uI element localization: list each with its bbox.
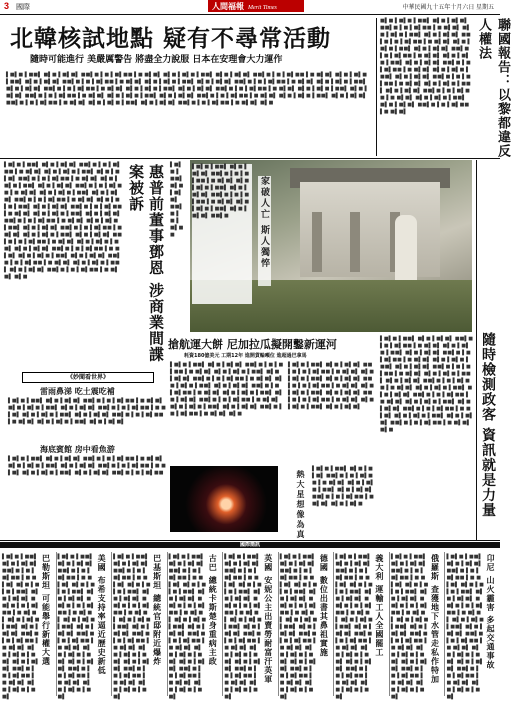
- brief-divider: [56, 552, 57, 696]
- briefs-banner: [0, 542, 500, 548]
- brief-body: ▌■▌■ ▌■■▌ ■▌■ ▌■▌■▌ ■■▌■ ▌■ ▌■▌■■ ▌■ ■▌■▌ ■▌■ ▌■▌■ ▌■■▌ ■▌■ ▌■▌■▌ ■■▌■ ▌■ ▌■▌■■ ▌■ ■▌■▌ ■▌■ ▌■▌■ ▌■■▌ ■▌■ ▌■▌■▌ ■■▌■ ▌■ ▌■▌■■ ▌■ ■▌■▌ ■▌■ ▌■▌■ ▌■■▌ ■▌■ ▌■▌■▌ ■■▌■ ▌■ ▌■▌■■ ▌■ ■▌■▌ ■▌■ ▌■▌■ ▌■■▌: [335, 554, 373, 700]
- photo-person: [395, 215, 417, 285]
- page-header: [0, 0, 500, 14]
- right-top-body: ■▌■ ▌■▌■ ▌■■▌ ■▌■ ▌■▌■▌ ■■▌■ ▌■ ▌■▌■■ ▌■ ■▌■▌ ■▌■ ▌■▌■ ▌■■▌ ■▌■ ▌■▌■▌ ■■▌■ ▌■ ▌■▌■■ ▌■ ■▌■▌ ■▌■ ▌■▌■ ▌■■▌ ■▌■ ▌■▌■▌ ■■▌■ ▌■ ▌■▌■■ ▌■ ■▌■▌ ■▌■ ▌■▌■ ▌■■▌ ■▌■ ▌■▌■▌ ■■▌■ ▌■ ▌■▌■■ ▌■ ■▌■▌ ■▌■ ▌■▌■ ▌■■▌ ■▌■ ▌■▌■▌ ■■▌■ ▌■ ▌■▌■■ ▌■ ■▌■▌ ■▌■ ▌■▌■ ▌■■▌ ■▌■ ▌■▌■▌ ■■▌■ ▌■ ▌■▌■■ ▌■ ■▌■▌ ■▌■ ▌■▌■ ▌■■▌ ■▌■ ▌■▌■▌ ■■▌■ ▌■ ▌■▌■■ ▌■ ■▌■▌: [380, 18, 472, 115]
- issue-date: 中華民國九十五年十月六日 星期五: [402, 5, 494, 11]
- logo-text: 人間福報: [212, 1, 244, 11]
- middle-body-right: ▌■▌■ ▌■■▌ ■▌■ ▌■▌■▌ ■■▌■ ▌■ ▌■▌■■ ▌■ ■▌■▌ ■▌■ ▌■▌■ ▌■■▌ ■▌■ ▌■▌■▌ ■■▌■ ▌■ ▌■▌■■ ▌■ ■▌■▌ ■▌■ ▌■▌■ ▌■■▌ ■▌■ ▌■▌■▌ ■■▌■ ▌■ ▌■▌■■ ▌■ ■▌■▌ ■▌■ ▌■▌■ ▌■■▌ ■▌■ ▌■▌■▌: [288, 362, 374, 410]
- column-tag: 《妙聞看世界》: [22, 372, 154, 383]
- brief-body: ▌■▌■ ▌■■▌ ■▌■ ▌■▌■▌ ■■▌■ ▌■ ▌■▌■■ ▌■ ■▌■▌ ■▌■ ▌■▌■ ▌■■▌ ■▌■ ▌■▌■▌ ■■▌■ ▌■ ▌■▌■■ ▌■ ■▌■▌ ■▌■ ▌■▌■ ▌■■▌ ■▌■ ▌■▌■▌ ■■▌■ ▌■ ▌■▌■■ ▌■ ■▌■▌ ■▌■ ▌■▌■ ▌■■▌ ■▌■ ▌■▌■▌ ■■▌■ ▌■ ▌■▌■■ ▌■ ■▌■▌ ■▌■ ▌■▌■ ▌■■▌: [168, 554, 207, 700]
- brief-title: 美國 布希支持率逼近歷史新低: [97, 554, 108, 675]
- column-divider: [376, 18, 377, 156]
- page-number: 3: [4, 1, 10, 11]
- science-caption: 熱大星想像為真: [296, 470, 306, 540]
- lead-body-text: ▌■▌■ ▌■■▌ ■▌■ ▌■▌■▌ ■■▌■ ▌■ ▌■▌■■ ▌■ ■▌■▌ ■▌■ ▌■▌■ ▌■■▌ ■▌■ ▌■▌■▌ ■■▌■ ▌■ ▌■▌■■ ▌■ ■▌■▌ ■▌■ ▌■▌■ ▌■■▌ ■▌■ ▌■▌■▌ ■■▌■ ▌■ ▌■▌■■ ▌■ ■▌■▌ ■▌■ ▌■▌■ ▌■■▌ ■▌■ ▌■▌■▌ ■■▌■ ▌■ ▌■▌■■ ▌■ ■▌■▌ ■▌■ ▌■▌■ ▌■■▌ ■▌■ ▌■▌■▌ ■■▌■ ▌■ ▌■▌■■ ▌■ ■▌■▌ ■▌■ ▌■▌■ ▌■■▌ ■▌■ ▌■▌■▌ ■■▌■ ▌■ ▌■▌■■ ▌■ ■▌■▌ ■▌■ ▌■▌■ ▌■■▌ ■▌■ ▌■▌■▌ ■■▌■ ▌■ ▌■▌■■ ▌■ ■▌■▌ ■▌■ ▌■▌■ ▌■■▌ ■▌■ ▌■▌■▌ ■■▌■ ▌■ ▌■▌■■ ▌■ ■▌■▌ ■▌■ ▌■▌■ ▌■■▌ ■▌■ ▌■▌■▌ ■■▌■ ▌■ ▌■▌■■ ▌■ ■▌■▌ ■▌■ ▌■▌■ ▌■■▌ ■▌■ ▌■▌■▌ ■■▌■ ▌■ ▌■▌■■ ▌■ ■▌■▌ ■▌■: [6, 72, 369, 106]
- lead-subhead: 隨時可能進行 美嚴厲警告 將盡全力說服 日本在安理會大力運作: [30, 55, 283, 65]
- left-feature-title: 惠普前董事鄧恩 涉商業間諜案被訴: [127, 164, 165, 363]
- brief-divider: [167, 552, 168, 696]
- brief-title: 巴基斯坦 總統官邸附近爆炸: [152, 554, 163, 666]
- brief-divider: [222, 552, 223, 696]
- lead-headline: 北韓核試地點 疑有不尋常活動: [10, 25, 332, 52]
- right-top-title: 聯國報告：以黎都違反人權法: [476, 18, 510, 158]
- header-rule: [0, 14, 500, 15]
- brief-title: 俄羅斯 查獲地下水管走私作特加: [430, 554, 441, 684]
- section-name: 國際: [16, 4, 30, 11]
- middle-headline: 搶航運大餅 尼加拉瓜擬開鑿新運河: [168, 338, 337, 351]
- section-rule: [0, 158, 500, 159]
- right-mid-body: ▌■▌■ ▌■■▌ ■▌■ ▌■▌■▌ ■■▌■ ▌■ ▌■▌■■ ▌■ ■▌■▌ ■▌■ ▌■▌■ ▌■■▌ ■▌■ ▌■▌■▌ ■■▌■ ▌■ ▌■▌■■ ▌■ ■▌■▌ ■▌■ ▌■▌■ ▌■■▌ ■▌■ ▌■▌■▌ ■■▌■ ▌■ ▌■▌■■ ▌■ ■▌■▌ ■▌■ ▌■▌■ ▌■■▌ ■▌■ ▌■▌■▌ ■■▌■ ▌■ ▌■▌■■ ▌■ ■▌■▌ ■▌■ ▌■▌■ ▌■■▌ ■▌■ ▌■▌■▌ ■■▌■ ▌■ ▌■▌■■ ▌■ ■▌■▌ ■▌■ ▌■▌■ ▌■■▌ ■▌■ ▌■▌■▌ ■■▌■ ▌■ ▌■▌■■ ▌■ ■▌■▌ ■▌■ ▌■▌■ ▌■■▌ ■▌■ ▌■▌■▌ ■■▌■ ▌■ ▌■▌■■ ▌■ ■▌■▌ ■▌■: [380, 336, 474, 433]
- middle-subhead: 耗資180億美元 工期12年 進開貨輪噸位 進超過巴拿馬: [184, 353, 307, 359]
- brief-body: ▌■▌■ ▌■■▌ ■▌■ ▌■▌■▌ ■■▌■ ▌■ ▌■▌■■ ▌■ ■▌■▌ ■▌■ ▌■▌■ ▌■■▌ ■▌■ ▌■▌■▌ ■■▌■ ▌■ ▌■▌■■ ▌■ ■▌■▌ ■▌■ ▌■▌■ ▌■■▌ ■▌■ ▌■▌■▌ ■■▌■ ▌■ ▌■▌■■ ▌■ ■▌■▌ ■▌■ ▌■▌■ ▌■■▌ ■▌■ ▌■▌■▌ ■■▌■ ▌■ ▌■▌■■ ▌■ ■▌■▌ ■▌■ ▌■▌■ ▌■■▌: [390, 554, 429, 700]
- brief-body: ▌■▌■ ▌■■▌ ■▌■ ▌■▌■▌ ■■▌■ ▌■ ▌■▌■■ ▌■ ■▌■▌ ■▌■ ▌■▌■ ▌■■▌ ■▌■ ▌■▌■▌ ■■▌■ ▌■ ▌■▌■■ ▌■ ■▌■▌ ■▌■ ▌■▌■ ▌■■▌ ■▌■ ▌■▌■▌ ■■▌■ ▌■ ▌■▌■■ ▌■ ■▌■▌ ■▌■ ▌■▌■ ▌■■▌ ■▌■ ▌■▌■▌ ■■▌■ ▌■ ▌■▌■■ ▌■ ■▌■▌ ■▌■ ▌■▌■ ▌■■▌: [2, 554, 40, 700]
- brief-divider: [333, 552, 334, 696]
- brief-body: ▌■▌■ ▌■■▌ ■▌■ ▌■▌■▌ ■■▌■ ▌■ ▌■▌■■ ▌■ ■▌■▌ ■▌■ ▌■▌■ ▌■■▌ ■▌■ ▌■▌■▌ ■■▌■ ▌■ ▌■▌■■ ▌■ ■▌■▌ ■▌■ ▌■▌■ ▌■■▌ ■▌■ ▌■▌■▌ ■■▌■ ▌■ ▌■▌■■ ▌■ ■▌■▌ ■▌■ ▌■▌■ ▌■■▌ ■▌■ ▌■▌■▌ ■■▌■ ▌■ ▌■▌■■ ▌■ ■▌■▌ ■▌■ ▌■▌■ ▌■■▌: [279, 554, 318, 700]
- brief-divider: [278, 552, 279, 696]
- brief-body: ▌■▌■ ▌■■▌ ■▌■ ▌■▌■▌ ■■▌■ ▌■ ▌■▌■■ ▌■ ■▌■▌ ■▌■ ▌■▌■ ▌■■▌ ■▌■ ▌■▌■▌ ■■▌■ ▌■ ▌■▌■■ ▌■ ■▌■▌ ■▌■ ▌■▌■ ▌■■▌ ■▌■ ▌■▌■▌ ■■▌■ ▌■ ▌■▌■■ ▌■ ■▌■▌ ■▌■ ▌■▌■ ▌■■▌ ■▌■ ▌■▌■▌ ■■▌■ ▌■ ▌■▌■■ ▌■ ■▌■▌ ■▌■ ▌■▌■ ▌■■▌: [57, 554, 96, 700]
- brief-divider: [444, 552, 445, 696]
- right-mid-title: 隨時檢測政客 資訊就是力量: [480, 332, 496, 518]
- odd-news-item-1-title: 雷雨鼻涕 吃土震吃補: [40, 387, 115, 396]
- photo-house: [300, 182, 440, 277]
- brief-title: 英國 安妮公主出賣勞耐富汗英軍: [263, 554, 274, 684]
- science-body: ▌■▌■ ▌■■▌ ■▌■ ▌■▌■▌ ■■▌■ ▌■ ▌■▌■■ ▌■ ■▌■▌ ■▌■ ▌■▌■ ▌■■▌ ■▌■ ▌■▌■▌ ■■▌■ ▌■ ▌■▌■■ ▌■ ■▌■▌ ■▌■ ▌■▌■: [312, 466, 375, 507]
- photo-caption-text: ▌■▌■ ▌■■▌ ■▌■ ▌■▌■▌ ■■▌■ ▌■ ▌■▌■■ ▌■ ■▌■▌ ■▌■ ▌■▌■ ▌■■▌ ■▌■ ▌■▌■▌ ■■▌■ ▌■ ▌■▌■■ ▌■ ■▌■▌ ■▌■ ▌■▌■ ▌■■▌ ■▌■ ▌■▌■▌ ■■▌■: [192, 164, 252, 304]
- brief-body: ▌■▌■ ▌■■▌ ■▌■ ▌■▌■▌ ■■▌■ ▌■ ▌■▌■■ ▌■ ■▌■▌ ■▌■ ▌■▌■ ▌■■▌ ■▌■ ▌■▌■▌ ■■▌■ ▌■ ▌■▌■■ ▌■ ■▌■▌ ■▌■ ▌■▌■ ▌■■▌ ■▌■ ▌■▌■▌ ■■▌■ ▌■ ▌■▌■■ ▌■ ■▌■▌ ■▌■ ▌■▌■ ▌■■▌ ■▌■ ▌■▌■▌ ■■▌■ ▌■ ▌■▌■■ ▌■ ■▌■▌ ■▌■ ▌■▌■ ▌■■▌: [446, 554, 484, 700]
- brief-divider: [389, 552, 390, 696]
- left-feature-body: ▌■▌■ ▌■■▌ ■▌■ ▌■▌■▌ ■■▌■ ▌■ ▌■▌■■ ▌■ ■▌■▌ ■▌■ ▌■▌■ ▌■■▌ ■▌■ ▌■▌■▌ ■■▌■ ▌■ ▌■▌■■ ▌■ ■▌■▌ ■▌■ ▌■▌■ ▌■■▌ ■▌■ ▌■▌■▌ ■■▌■ ▌■ ▌■▌■■ ▌■ ■▌■▌ ■▌■ ▌■▌■ ▌■■▌ ■▌■ ▌■▌■▌ ■■▌■ ▌■ ▌■▌■■ ▌■ ■▌■▌ ■▌■ ▌■▌■ ▌■■▌ ■▌■ ▌■▌■▌ ■■▌■ ▌■ ▌■▌■■ ▌■ ■▌■▌ ■▌■ ▌■▌■ ▌■■▌ ■▌■ ▌■▌■▌ ■■▌■ ▌■ ▌■▌■■ ▌■ ■▌■▌ ■▌■ ▌■▌■ ▌■■▌ ■▌■ ▌■▌■▌ ■■▌■ ▌■ ▌■▌■■ ▌■ ■▌■▌ ■▌■ ▌■▌■ ▌■■▌ ■▌■ ▌■▌■▌ ■■▌■ ▌■ ▌■▌■■ ▌■ ■▌■▌ ■▌■ ▌■▌■ ▌■■▌ ■▌■ ▌■▌■▌ ■■▌■ ▌■ ▌■▌■■ ▌■ ■▌■▌ ■▌■ ▌■▌■ ▌■■▌ ■▌■ ▌■▌■▌ ■■▌■ ▌■ ▌■▌■■ ▌■ ■▌■▌ ■▌■ ▌■▌■ ▌■■▌ ■▌■ ▌■▌■▌ ■■▌■ ▌■ ▌■▌■■ ▌■ ■▌■▌ ■▌■: [4, 162, 122, 280]
- brief-title: 巴勒斯坦 可能舉行新權大選: [41, 554, 52, 666]
- logo-en: Merit Times: [248, 5, 277, 11]
- photo-caption-title: 家破人亡 斯人獨悴: [258, 176, 271, 286]
- brief-title: 義大利 運輸工人全國罷工: [374, 554, 385, 657]
- odd-news-item-2-title: 海底賓館 房中看魚游: [40, 445, 115, 454]
- left-feature-lead: ▌■▌■ ▌■■▌ ■▌■ ▌■▌■▌ ■■▌■ ▌■ ▌■▌■■: [170, 162, 184, 238]
- briefs-banner-label: 國際簡訊: [239, 542, 260, 548]
- planet-illustration: [170, 466, 278, 532]
- brief-title: 卬尼 山火霾害 多起交通事故: [486, 554, 496, 670]
- odd-news-item-2-body: ▌■▌■ ▌■■▌ ■▌■ ▌■▌■▌ ■■▌■ ▌■ ▌■▌■■ ▌■ ■▌■▌ ■▌■ ▌■▌■ ▌■■▌ ■▌■ ▌■▌■▌ ■■▌■ ▌■ ▌■▌■■ ▌■ ■▌■▌ ■▌■ ▌■▌■ ▌■■▌ ■▌■ ▌■▌■▌ ■■▌■ ▌■ ▌■▌■■: [8, 456, 166, 476]
- brief-title: 古巴 總統卡斯楚身重病主政: [208, 554, 219, 666]
- brief-body: ▌■▌■ ▌■■▌ ■▌■ ▌■▌■▌ ■■▌■ ▌■ ▌■▌■■ ▌■ ■▌■▌ ■▌■ ▌■▌■ ▌■■▌ ■▌■ ▌■▌■▌ ■■▌■ ▌■ ▌■▌■■ ▌■ ■▌■▌ ■▌■ ▌■▌■ ▌■■▌ ■▌■ ▌■▌■▌ ■■▌■ ▌■ ▌■▌■■ ▌■ ■▌■▌ ■▌■ ▌■▌■ ▌■■▌ ■▌■ ▌■▌■▌ ■■▌■ ▌■ ▌■▌■■ ▌■ ■▌■▌ ■▌■ ▌■▌■ ▌■■▌: [224, 554, 262, 700]
- briefs-area: [0, 550, 500, 700]
- brief-title: 德國 數位出書其鼻祖實施: [319, 554, 330, 657]
- middle-body-left: ▌■▌■ ▌■■▌ ■▌■ ▌■▌■▌ ■■▌■ ▌■ ▌■▌■■ ▌■ ■▌■▌ ■▌■ ▌■▌■ ▌■■▌ ■▌■ ▌■▌■▌ ■■▌■ ▌■ ▌■▌■■ ▌■ ■▌■▌ ■▌■ ▌■▌■ ▌■■▌ ■▌■ ▌■▌■▌ ■■▌■ ▌■ ▌■▌■■ ▌■ ■▌■▌ ■▌■ ▌■▌■ ▌■■▌ ■▌■ ▌■▌■▌ ■■▌■ ▌■ ▌■▌■■ ▌■ ■▌■▌ ■▌■ ▌■▌■ ▌■■▌ ■▌■ ▌■▌■▌ ■■▌■ ▌■ ▌■▌■■ ▌■ ■▌■▌ ■▌■: [170, 362, 284, 417]
- brief-divider: [111, 552, 112, 696]
- newspaper-logo: [208, 0, 304, 12]
- brief-body: ▌■▌■ ▌■■▌ ■▌■ ▌■▌■▌ ■■▌■ ▌■ ▌■▌■■ ▌■ ■▌■▌ ■▌■ ▌■▌■ ▌■■▌ ■▌■ ▌■▌■▌ ■■▌■ ▌■ ▌■▌■■ ▌■ ■▌■▌ ■▌■ ▌■▌■ ▌■■▌ ■▌■ ▌■▌■▌ ■■▌■ ▌■ ▌■▌■■ ▌■ ■▌■▌ ■▌■ ▌■▌■ ▌■■▌ ■▌■ ▌■▌■▌ ■■▌■ ▌■ ▌■▌■■ ▌■ ■▌■▌ ■▌■ ▌■▌■ ▌■■▌: [113, 554, 151, 700]
- odd-news-item-1-body: ▌■▌■ ▌■■▌ ■▌■ ▌■▌■▌ ■■▌■ ▌■ ▌■▌■■ ▌■ ■▌■▌ ■▌■ ▌■▌■ ▌■■▌ ■▌■ ▌■▌■▌ ■■▌■ ▌■ ▌■▌■■ ▌■ ■▌■▌ ■▌■ ▌■▌■ ▌■■▌ ■▌■ ▌■▌■▌ ■■▌■ ▌■ ▌■▌■■ ▌■ ■▌■▌ ■▌■ ▌■▌■ ▌■■▌ ■▌■ ▌■▌■▌: [8, 398, 166, 425]
